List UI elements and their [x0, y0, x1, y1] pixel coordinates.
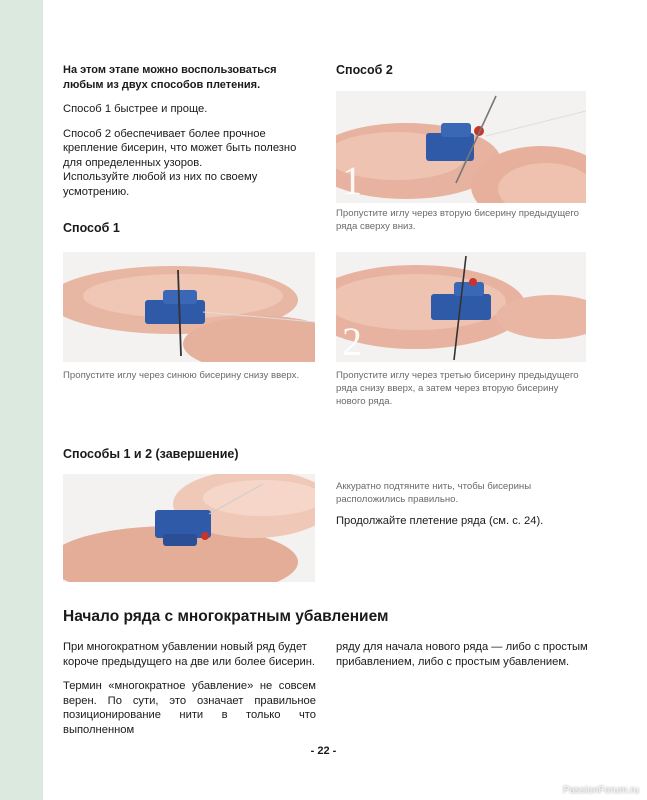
section-left-p1: При многократном убавлении новый ряд будет короче предыдущего на две или более бисерин.: [63, 641, 316, 668]
finish-photo: [63, 474, 315, 582]
page-number: - 22 -: [310, 745, 337, 757]
finish-heading: Способы 1 и 2 (завершение): [63, 447, 239, 461]
intro-block: [63, 63, 315, 199]
intro-p2: Способ 2 обеспечивает более прочное крепление бисерин, что может быть полезно для определенных узоров.: [63, 127, 297, 169]
page-margin-band: [0, 0, 43, 800]
step-number: 1: [342, 158, 362, 203]
step-number: 2: [342, 319, 362, 362]
intro-lead: На этом этапе можно воспользоваться любым из двух способов плетения.: [63, 64, 277, 91]
section-left-p2: Термин «многократное убавление» не совсем верен. По сути, это означает правильное позиционирование нити в только что выполненном: [63, 680, 316, 736]
section-title: Начало ряда с многократным убавлением: [63, 608, 389, 625]
section-right-p1: ряду для начала нового ряда — либо с простым прибавлением, либо с простым убавлением.: [336, 641, 588, 668]
section-right-column: [336, 640, 588, 669]
method2-step2-caption: Пропустите иглу через третью бисерину предыдущего ряда снизу вверх, а затем через вторую бисерину нового ряда.: [336, 370, 579, 407]
method2-step2-photo: [336, 252, 586, 362]
finish-continue: Продолжайте плетение ряда (см. с. 24).: [336, 515, 544, 527]
method1-heading: Способ 1: [63, 221, 120, 235]
intro-p1: Способ 1 быстрее и проще.: [63, 103, 208, 115]
watermark: PassionForum.ru: [562, 785, 639, 796]
method1-caption: Пропустите иглу через синюю бисерину снизу вверх.: [63, 370, 300, 381]
method2-heading: Способ 2: [336, 63, 393, 77]
method2-step1-photo: [336, 91, 586, 203]
intro-p3: Используйте любой из них по своему усмотрению.: [63, 171, 258, 198]
method1-photo: [63, 252, 315, 362]
method2-step1-caption: Пропустите иглу через вторую бисерину предыдущего ряда сверху вниз.: [336, 208, 579, 232]
section-left-column: [63, 640, 316, 737]
finish-caption: Аккуратно подтяните нить, чтобы бисерины расположились правильно.: [336, 481, 532, 505]
